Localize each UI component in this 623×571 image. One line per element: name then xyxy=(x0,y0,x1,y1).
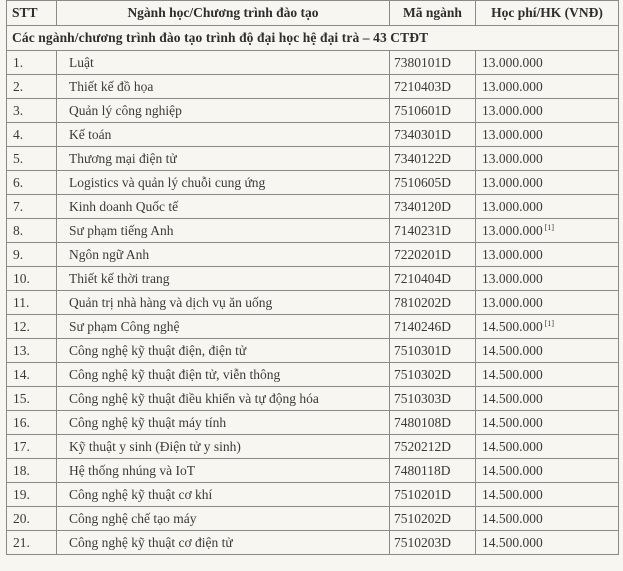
row-fee xyxy=(476,531,619,555)
row-program-code xyxy=(390,219,476,243)
table-row xyxy=(7,171,619,195)
row-stt-text: 20. xyxy=(13,510,30,526)
row-stt-text: 12. xyxy=(13,318,30,334)
row-stt xyxy=(7,267,57,291)
row-program-code-text: 7140231D xyxy=(394,222,451,238)
row-fee-text: 13.000.000 xyxy=(482,126,543,142)
row-fee-text: 14.500.000 xyxy=(482,534,543,550)
row-fee xyxy=(476,291,619,315)
row-program-name-text: Quản lý công nghiệp xyxy=(69,102,182,118)
row-fee xyxy=(476,75,619,99)
table-row xyxy=(7,195,619,219)
row-program-name-text: Thiết kế thời trang xyxy=(69,270,170,286)
row-program-name xyxy=(57,99,390,123)
row-stt-text: 11. xyxy=(13,294,30,310)
row-stt-text: 16. xyxy=(13,414,30,430)
table-row xyxy=(7,123,619,147)
row-program-code-text: 7510201D xyxy=(394,486,451,502)
row-program-code xyxy=(390,315,476,339)
row-program-name-text: Kinh doanh Quốc tế xyxy=(69,198,179,214)
row-stt-text: 17. xyxy=(13,438,30,454)
row-program-code-text: 7340120D xyxy=(394,198,451,214)
row-fee-text: 13.000.000 xyxy=(482,78,543,94)
row-stt xyxy=(7,147,57,171)
row-program-code xyxy=(390,507,476,531)
row-stt xyxy=(7,483,57,507)
row-program-code xyxy=(390,291,476,315)
row-fee-text: 13.000.000 xyxy=(482,246,543,262)
row-program-name xyxy=(57,435,390,459)
table-row xyxy=(7,243,619,267)
row-program-code-text: 7510203D xyxy=(394,534,451,550)
row-fee xyxy=(476,123,619,147)
row-program-code xyxy=(390,531,476,555)
row-fee xyxy=(476,219,619,243)
row-program-name xyxy=(57,387,390,411)
table-row xyxy=(7,459,619,483)
row-stt-text: 8. xyxy=(13,222,24,238)
table-row xyxy=(7,75,619,99)
row-program-name-text: Sư phạm Công nghệ xyxy=(69,318,180,334)
row-stt xyxy=(7,363,57,387)
row-stt-text: 7. xyxy=(13,198,24,214)
row-program-name xyxy=(57,219,390,243)
row-stt-text: 15. xyxy=(13,390,30,406)
row-fee-text: 13.000.000 xyxy=(482,294,543,310)
row-fee xyxy=(476,363,619,387)
row-stt xyxy=(7,459,57,483)
header-program: Ngành học/Chương trình đào tạo xyxy=(57,1,390,26)
row-stt xyxy=(7,291,57,315)
table-row xyxy=(7,267,619,291)
row-program-name-text: Công nghệ kỹ thuật cơ khí xyxy=(69,486,213,502)
row-stt xyxy=(7,339,57,363)
row-stt xyxy=(7,123,57,147)
row-program-name xyxy=(57,243,390,267)
row-program-name-text: Kế toán xyxy=(69,126,112,142)
row-fee-text: 14.500.000 xyxy=(482,438,543,454)
row-program-name-text: Công nghệ kỹ thuật điện, điện tử xyxy=(69,342,247,358)
row-stt-text: 4. xyxy=(13,126,24,142)
row-fee xyxy=(476,147,619,171)
tuition-table-sheet xyxy=(6,0,618,555)
row-stt xyxy=(7,195,57,219)
table-row xyxy=(7,51,619,75)
row-stt xyxy=(7,243,57,267)
table-row xyxy=(7,363,619,387)
tuition-table xyxy=(6,0,619,555)
row-fee-text: 13.000.000 xyxy=(482,174,543,190)
row-stt xyxy=(7,435,57,459)
row-footnote-ref: [1] xyxy=(544,222,555,232)
table-row xyxy=(7,531,619,555)
row-program-code xyxy=(390,387,476,411)
row-fee-text: 13.000.000 xyxy=(482,270,543,286)
section-title: Các ngành/chương trình đào tạo trình độ đại học hệ đại trà – 43 CTĐT xyxy=(7,26,619,51)
row-fee xyxy=(476,267,619,291)
row-program-code xyxy=(390,123,476,147)
table-row xyxy=(7,315,619,339)
row-program-code xyxy=(390,459,476,483)
row-stt xyxy=(7,171,57,195)
row-program-name xyxy=(57,531,390,555)
header-code: Mã ngành xyxy=(390,1,476,26)
row-fee xyxy=(476,483,619,507)
table-row xyxy=(7,99,619,123)
row-fee-text: 13.000.000 xyxy=(482,150,543,166)
row-fee-text: 14.500.000 xyxy=(482,342,543,358)
row-stt-text: 21. xyxy=(13,534,30,550)
row-program-name-text: Thương mại điện tử xyxy=(69,150,177,166)
row-program-code-text: 7140246D xyxy=(394,318,451,334)
row-stt-text: 14. xyxy=(13,366,30,382)
row-stt-text: 3. xyxy=(13,102,24,118)
row-program-name xyxy=(57,315,390,339)
row-program-name xyxy=(57,51,390,75)
row-fee xyxy=(476,195,619,219)
row-program-code-text: 7510601D xyxy=(394,102,451,118)
row-program-code xyxy=(390,411,476,435)
row-fee-text: 14.500.000 xyxy=(482,366,543,382)
row-program-name-text: Kỹ thuật y sinh (Điện tử y sinh) xyxy=(69,438,241,454)
row-footnote-ref: [1] xyxy=(544,318,555,328)
row-fee-text: 14.500.000 xyxy=(482,510,543,526)
row-program-name-text: Công nghệ chế tạo máy xyxy=(69,510,197,526)
row-program-name xyxy=(57,459,390,483)
row-program-name xyxy=(57,171,390,195)
row-program-name-text: Công nghệ kỹ thuật điện tử, viễn thông xyxy=(69,366,281,382)
row-program-code-text: 7220201D xyxy=(394,246,451,262)
table-row xyxy=(7,219,619,243)
row-program-name-text: Ngôn ngữ Anh xyxy=(69,246,150,262)
row-stt-text: 2. xyxy=(13,78,24,94)
row-program-name xyxy=(57,507,390,531)
row-stt-text: 19. xyxy=(13,486,30,502)
row-program-code-text: 7340122D xyxy=(394,150,451,166)
row-stt xyxy=(7,315,57,339)
row-program-name xyxy=(57,267,390,291)
row-program-code xyxy=(390,171,476,195)
row-program-code xyxy=(390,339,476,363)
row-program-name xyxy=(57,339,390,363)
row-fee-text: 13.000.000 xyxy=(482,54,543,70)
row-stt-text: 1. xyxy=(13,54,24,70)
row-stt xyxy=(7,51,57,75)
row-stt xyxy=(7,531,57,555)
row-fee-text: 13.000.000 xyxy=(482,198,543,214)
row-stt xyxy=(7,99,57,123)
row-program-name-text: Sư phạm tiếng Anh xyxy=(69,222,174,238)
header-row xyxy=(7,1,619,26)
table-row xyxy=(7,387,619,411)
row-fee xyxy=(476,99,619,123)
row-program-code xyxy=(390,363,476,387)
table-row xyxy=(7,411,619,435)
row-program-name xyxy=(57,195,390,219)
row-program-code-text: 7210404D xyxy=(394,270,451,286)
row-fee-text: 14.500.000 xyxy=(482,390,543,406)
row-stt-text: 13. xyxy=(13,342,30,358)
header-stt: STT xyxy=(7,1,57,26)
row-stt-text: 5. xyxy=(13,150,24,166)
row-fee xyxy=(476,339,619,363)
row-program-code-text: 7210403D xyxy=(394,78,451,94)
row-fee xyxy=(476,243,619,267)
row-program-code-text: 7510202D xyxy=(394,510,451,526)
row-program-code-text: 7510301D xyxy=(394,342,451,358)
row-program-code-text: 7520212D xyxy=(394,438,451,454)
row-program-name-text: Logistics và quản lý chuỗi cung ứng xyxy=(69,174,266,190)
row-program-name-text: Quản trị nhà hàng và dịch vụ ăn uống xyxy=(69,294,273,310)
table-row xyxy=(7,339,619,363)
row-fee-text: 14.500.000 xyxy=(482,486,543,502)
row-program-code xyxy=(390,99,476,123)
row-fee-text: 14.500.000 xyxy=(482,462,543,478)
row-stt xyxy=(7,411,57,435)
row-stt-text: 9. xyxy=(13,246,24,262)
row-program-code xyxy=(390,75,476,99)
row-fee xyxy=(476,51,619,75)
header-fee: Học phí/HK (VNĐ) xyxy=(476,1,619,26)
row-program-code-text: 7340301D xyxy=(394,126,451,142)
row-fee xyxy=(476,459,619,483)
section-row xyxy=(7,26,619,51)
row-program-code-text: 7480108D xyxy=(394,414,451,430)
row-program-name xyxy=(57,411,390,435)
row-program-name xyxy=(57,363,390,387)
row-fee xyxy=(476,315,619,339)
row-fee xyxy=(476,411,619,435)
row-program-name-text: Hệ thống nhúng và IoT xyxy=(69,462,195,478)
row-program-name-text: Luật xyxy=(69,54,94,70)
row-program-name-text: Công nghệ kỹ thuật máy tính xyxy=(69,414,227,430)
table-row xyxy=(7,507,619,531)
table-row xyxy=(7,435,619,459)
row-fee-text: 13.000.000 xyxy=(482,102,543,118)
row-program-name-text: Thiết kế đồ họa xyxy=(69,78,154,94)
row-program-code xyxy=(390,195,476,219)
row-program-name-text: Công nghệ kỹ thuật điều khiển và tự động hóa xyxy=(69,390,319,406)
row-program-name xyxy=(57,291,390,315)
row-program-code-text: 7810202D xyxy=(394,294,451,310)
row-program-code xyxy=(390,147,476,171)
row-program-code-text: 7510605D xyxy=(394,174,451,190)
row-program-code-text: 7380101D xyxy=(394,54,451,70)
table-row xyxy=(7,147,619,171)
row-fee-text: 14.500.000 xyxy=(482,414,543,430)
row-fee xyxy=(476,387,619,411)
row-program-name xyxy=(57,147,390,171)
row-program-code xyxy=(390,435,476,459)
row-stt xyxy=(7,507,57,531)
row-program-code-text: 7510302D xyxy=(394,366,451,382)
row-program-code xyxy=(390,267,476,291)
row-program-code-text: 7510303D xyxy=(394,390,451,406)
row-program-name xyxy=(57,123,390,147)
row-fee xyxy=(476,435,619,459)
row-program-code xyxy=(390,51,476,75)
row-program-name xyxy=(57,483,390,507)
row-stt xyxy=(7,387,57,411)
row-stt xyxy=(7,219,57,243)
table-row xyxy=(7,291,619,315)
row-fee xyxy=(476,507,619,531)
row-program-code xyxy=(390,483,476,507)
row-stt-text: 10. xyxy=(13,270,30,286)
row-program-code xyxy=(390,243,476,267)
row-program-name-text: Công nghệ kỹ thuật cơ điện tử xyxy=(69,534,233,550)
row-fee xyxy=(476,171,619,195)
row-program-name xyxy=(57,75,390,99)
row-stt xyxy=(7,75,57,99)
row-fee-text: 13.000.000 xyxy=(482,222,543,238)
row-stt-text: 6. xyxy=(13,174,24,190)
row-stt-text: 18. xyxy=(13,462,30,478)
table-row xyxy=(7,483,619,507)
row-fee-text: 14.500.000 xyxy=(482,318,543,334)
row-program-code-text: 7480118D xyxy=(394,462,451,478)
